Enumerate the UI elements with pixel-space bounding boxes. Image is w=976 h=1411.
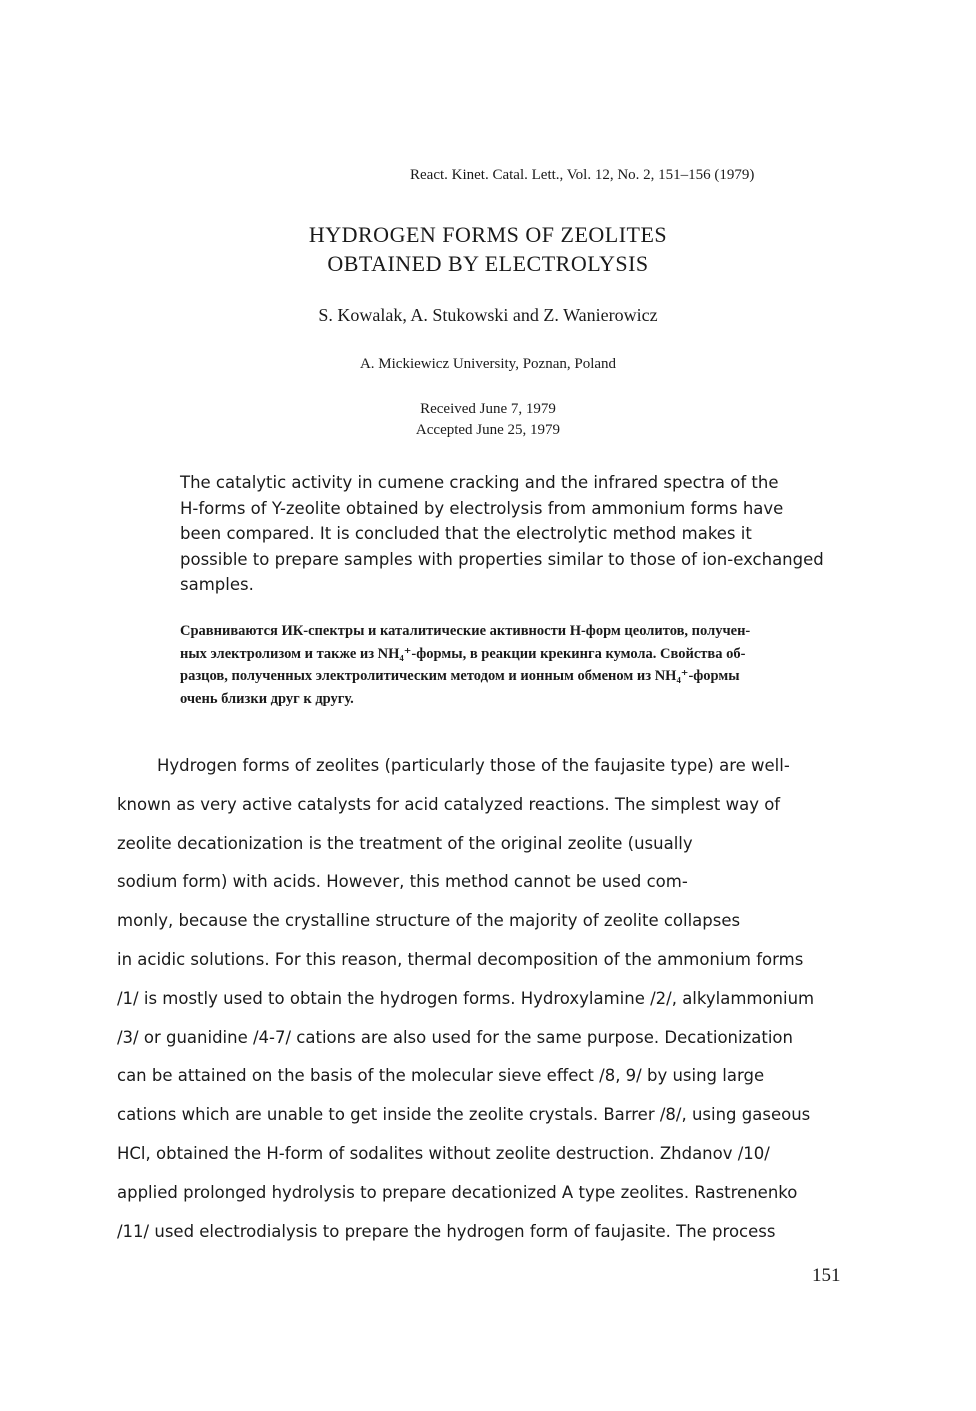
abstract-ru-line: разцов, полученных электролитическим методом и ионным обменом из NH₄⁺-формы [180,668,740,684]
body-paragraph [117,747,877,1251]
abstract-english [180,470,860,598]
body-line: can be attained on the basis of the molecular sieve effect /8, 9/ by using large [117,1066,765,1086]
abstract-ru-line: Сравниваются ИК-спектры и каталитические активности Н-форм цеолитов, получен- [180,623,751,639]
received-date: Received June 7, 1979 [420,401,556,417]
abstract-en-line: H-forms of Y-zeolite obtained by electrolysis from ammonium forms have [180,498,784,518]
journal-reference: React. Kinet. Catal. Lett., Vol. 12, No. 2, 151–156 (1979) [410,167,755,183]
body-line: /1/ is mostly used to obtain the hydrogen forms. Hydroxylamine /2/, alkylammonium [117,988,815,1008]
body-line: monly, because the crystalline structure of the majority of zeolite collapses [117,911,741,931]
abstract-ru-line: очень близки друг к другу. [180,690,354,707]
body-line: cations which are unable to get inside the zeolite crystals. Barrer /8/, using gaseous [117,1105,811,1125]
submission-dates [0,399,976,441]
abstract-en-line: possible to prepare samples with properties similar to those of ion-exchanged [180,549,824,569]
paper-title [0,220,976,278]
accepted-date: Accepted June 25, 1979 [415,422,561,438]
body-line: zeolite decationization is the treatment of the original zeolite (usually [117,833,693,853]
affiliation: A. Mickiewicz University, Poznan, Poland [359,356,617,372]
body-line: /11/ used electrodialysis to prepare the hydrogen form of faujasite. The process [117,1221,776,1241]
body-line: in acidic solutions. For this reason, thermal decomposition of the ammonium forms [117,949,804,969]
title-line-2: OBTAINED BY ELECTROLYSIS [327,251,649,276]
body-line: sodium form) with acids. However, this method cannot be used com- [117,872,688,892]
body-line: applied prolonged hydrolysis to prepare decationized A type zeolites. Rastrenenko [117,1182,798,1202]
body-line: Hydrogen forms of zeolites (particularly those of the faujasite type) are well- [157,756,790,775]
body-line: known as very active catalysts for acid catalyzed reactions. The simplest way of [117,794,781,814]
page-number: 151 [812,1265,841,1286]
abstract-en-line: samples. [180,575,254,594]
title-line-1: HYDROGEN FORMS OF ZEOLITES [308,222,668,247]
body-line: /3/ or guanidine /4-7/ cations are also used for the same purpose. Decationization [117,1027,793,1047]
abstract-en-line: been compared. It is concluded that the electrolytic method makes it [180,524,752,543]
abstract-ru-line: ных электролизом и также из NH₄⁺-формы, в реакции крекинга кумола. Свойства об- [180,645,746,662]
authors: S. Kowalak, A. Stukowski and Z. Wanierowicz [318,305,658,325]
body-line: HCl, obtained the H-form of sodalites without zeolite destruction. Zhdanov /10/ [117,1143,770,1163]
abstract-en-line: The catalytic activity in cumene cracking and the infrared spectra of the [180,473,779,492]
abstract-russian [180,620,880,710]
